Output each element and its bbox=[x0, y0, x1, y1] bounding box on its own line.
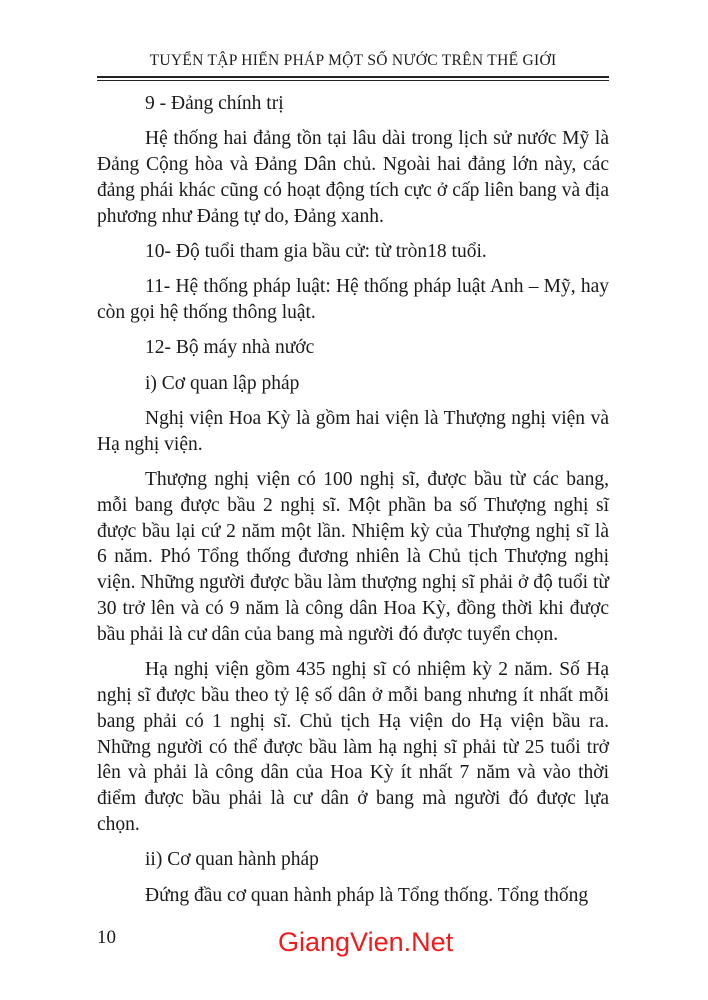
header-rule-thin bbox=[97, 80, 609, 81]
header-rule-thick bbox=[97, 76, 609, 78]
section-heading-state-apparatus: 12- Bộ máy nhà nước bbox=[145, 337, 315, 359]
page-number: 10 bbox=[97, 927, 116, 948]
subheading-executive: ii) Cơ quan hành pháp bbox=[145, 849, 319, 871]
paragraph-two-party-system: Hệ thống hai đảng tồn tại lâu dài trong lịch sử nước Mỹ là Đảng Cộng hòa và Đảng Dân chủ. Ngoài hai đảng lớn này, các đảng phái khác cũng có hoạt động tích cực ở cấp liên bang và địa phương như Đảng tự do, Đảng xanh. bbox=[97, 128, 609, 227]
section-heading-political-parties: 9 - Đảng chính trị bbox=[145, 93, 284, 114]
subheading-legislature: i) Cơ quan lập pháp bbox=[145, 372, 300, 394]
paragraph-voting-age: 10- Độ tuổi tham gia bầu cử: từ tròn18 tuổi. bbox=[145, 240, 487, 262]
paragraph-president: Đứng đầu cơ quan hành pháp là Tổng thống. Tổng thống bbox=[145, 884, 589, 906]
running-header: TUYỂN TẬP HIẾN PHÁP MỘT SỐ NƯỚC TRÊN THẾ GIỚI bbox=[149, 52, 557, 69]
watermark-logo: GiangVien.Net bbox=[278, 927, 454, 957]
page-body bbox=[97, 91, 609, 918]
paragraph-legal-system: 11- Hệ thống pháp luật: Hệ thống pháp luật Anh – Mỹ, hay còn gọi hệ thống thông luật. bbox=[97, 276, 609, 324]
paragraph-house: Hạ nghị viện gồm 435 nghị sĩ có nhiệm kỳ 2 năm. Số Hạ nghị sĩ được bầu theo tỷ lệ số dân ở mỗi bang nhưng ít nhất mỗi bang phải có 1 nghị sĩ. Chủ tịch Hạ viện do Hạ viện bầu ra. Những người có thể được bầu làm hạ nghị sĩ phải từ 25 tuổi trở lên và phải là công dân của Hoa Kỳ ít nhất 7 năm và vào thời điểm được bầu phải là cư dân ở bang mà người đó được lựa chọn. bbox=[97, 659, 609, 835]
paragraph-senate: Thượng nghị viện có 100 nghị sĩ, được bầu từ các bang, mỗi bang được bầu 2 nghị sĩ. Một phần ba số Thượng nghị sĩ được bầu lại cứ 2 năm một lần. Nhiệm kỳ của Thượng nghị sĩ là 6 năm. Phó Tổng thống đương nhiên là Chủ tịch Thượng nghị viện. Những người được bầu làm thượng nghị sĩ phải ở độ tuổi từ 30 trở lên và có 9 năm là công dân Hoa Kỳ, đồng thời khi được bầu phải là cư dân của bang mà người đó được tuyển chọn. bbox=[97, 469, 609, 645]
paragraph-congress: Nghị viện Hoa Kỳ là gồm hai viện là Thượng nghị viện và Hạ nghị viện. bbox=[97, 407, 609, 455]
